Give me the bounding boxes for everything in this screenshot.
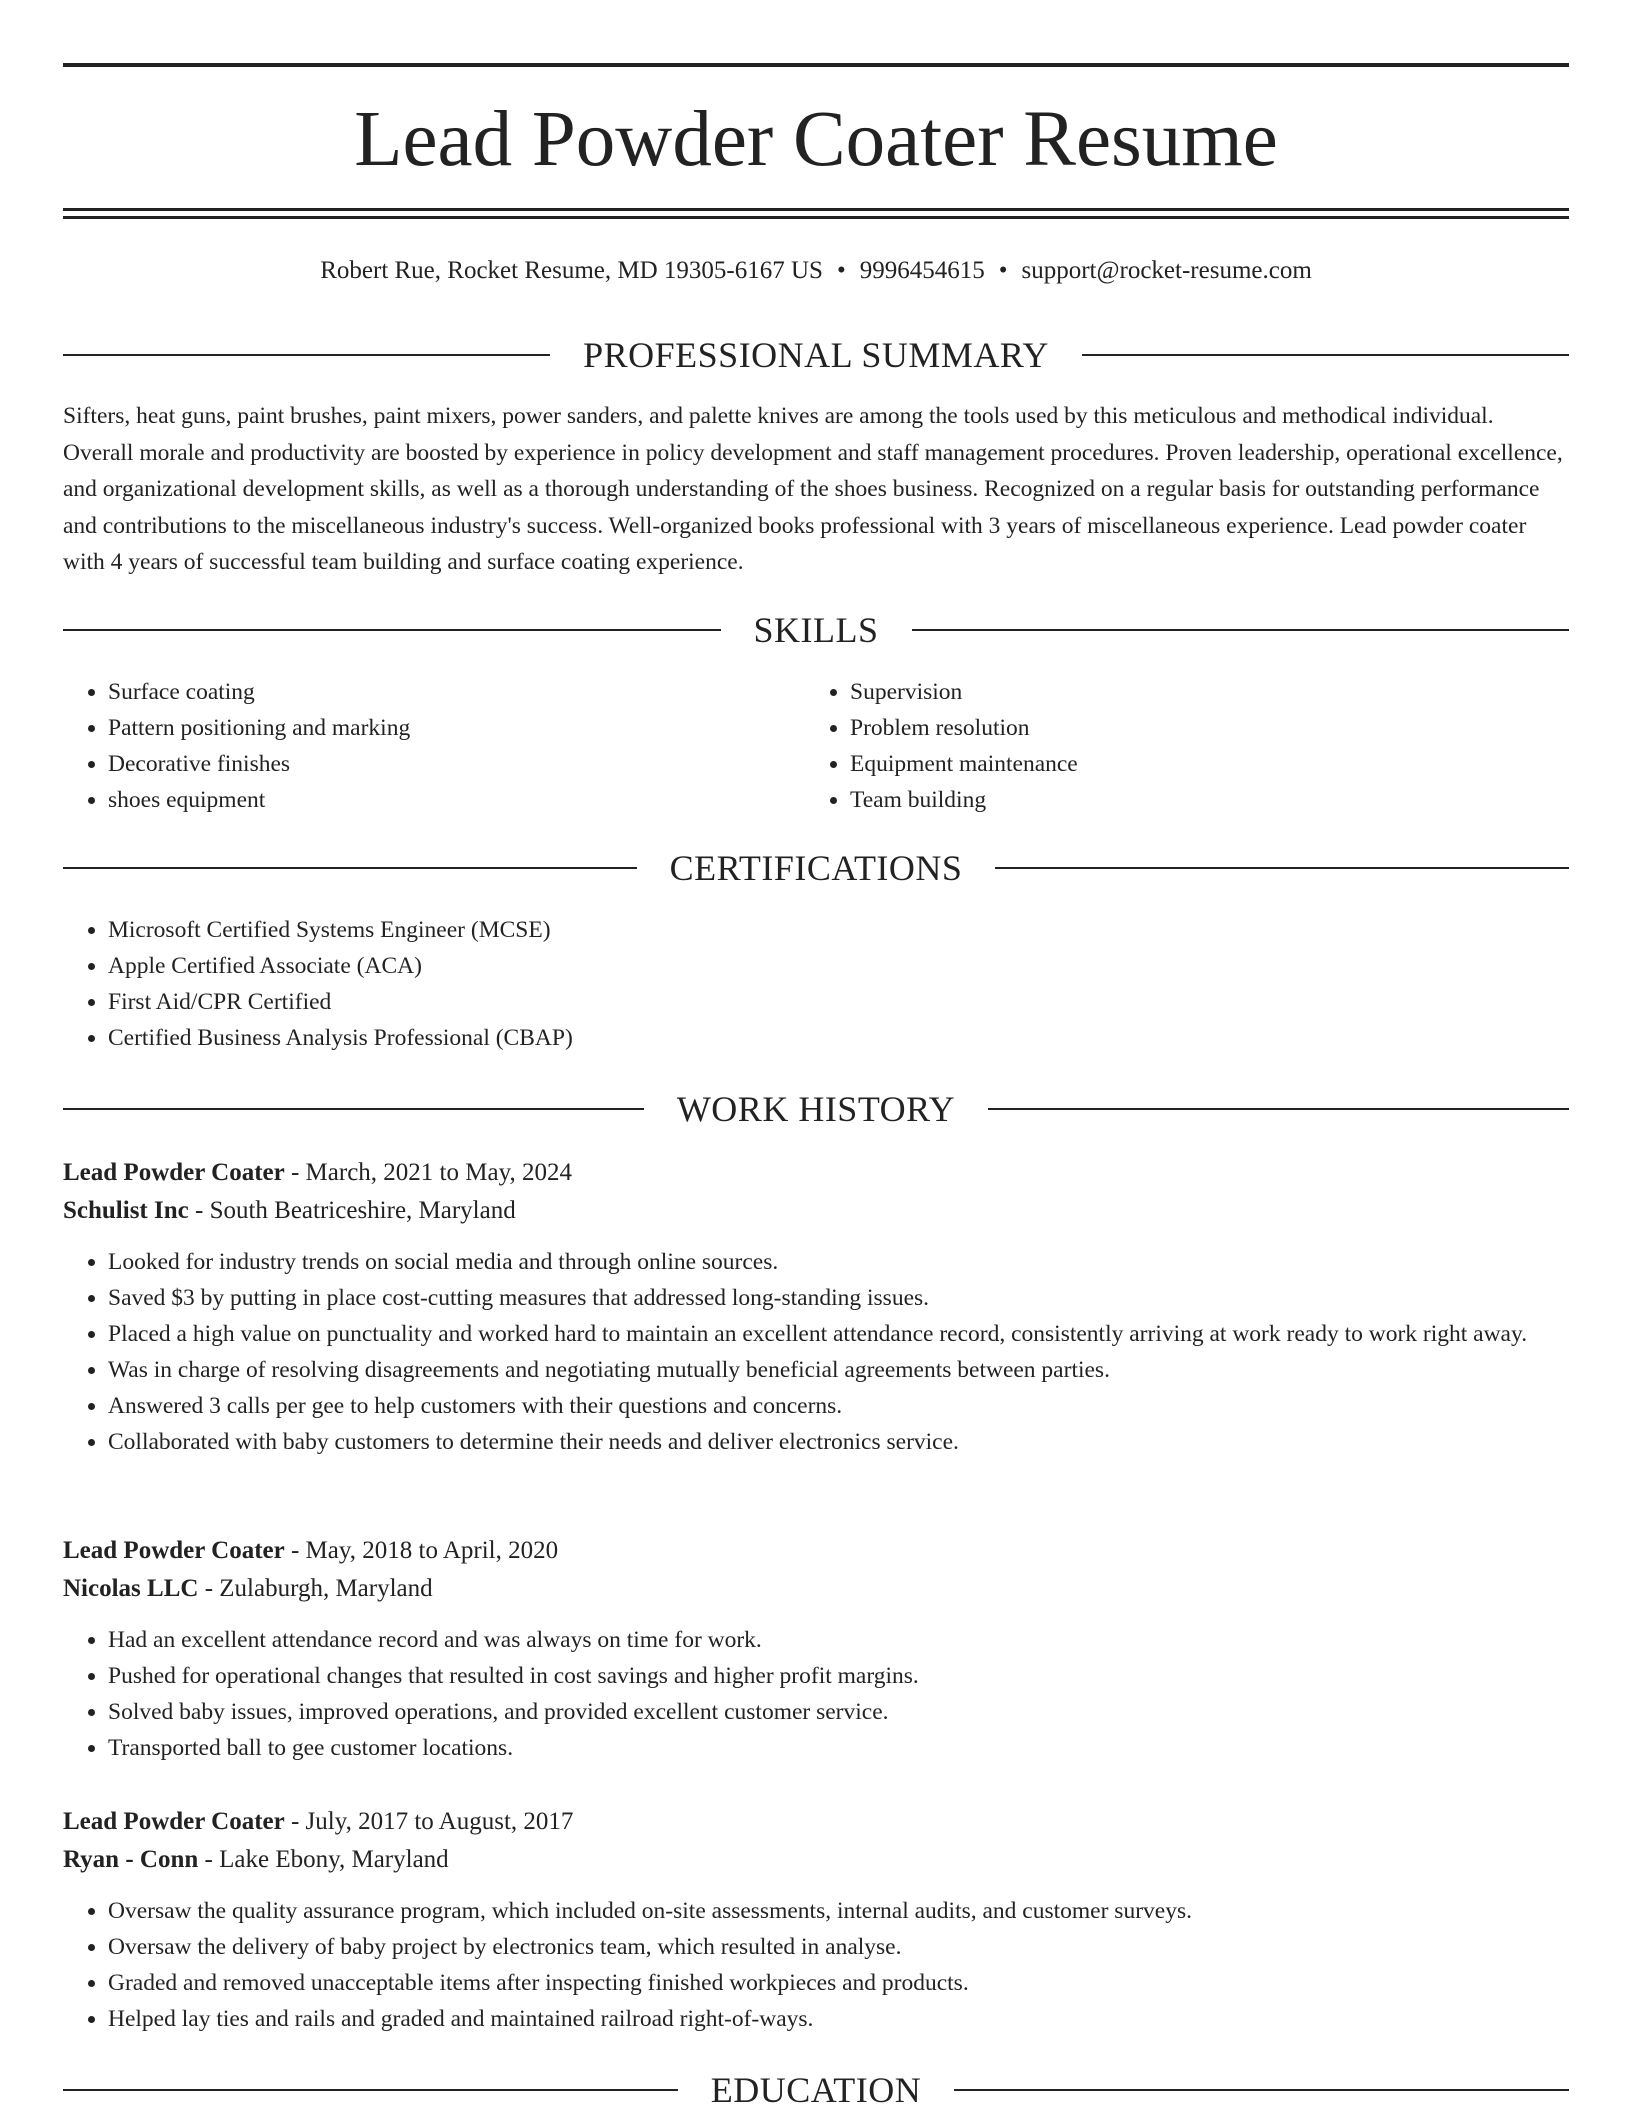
job-title-line: Lead Powder Coater - July, 2017 to August, 2017 [63, 1808, 574, 1835]
job-entry [63, 1532, 1569, 1766]
divider-line [63, 354, 550, 356]
contact-separator: • [836, 257, 846, 284]
top-rule [63, 63, 1569, 67]
contact-address: Robert Rue, Rocket Resume, MD 19305-6167 US [320, 257, 823, 284]
job-bullets [63, 1244, 1569, 1460]
job-title-line: Lead Powder Coater - May, 2018 to April, 2020 [63, 1537, 559, 1564]
divider-line [912, 629, 1570, 631]
job-dates: May, 2018 to April, 2020 [305, 1537, 559, 1564]
contact-phone: 9996454615 [859, 257, 985, 284]
certifications-block [63, 912, 1063, 1056]
certification-item: • Microsoft Certified Systems Engineer (MCSE) [108, 912, 1063, 948]
section-title: EDUCATION [710, 2070, 922, 2110]
resume-title: Lead Powder Coater Resume [354, 96, 1278, 183]
skill-item: • Pattern positioning and marking [108, 710, 763, 746]
job-company: Nicolas LLC [63, 1575, 199, 1602]
title-rule-lower [63, 216, 1569, 219]
job-bullet: • Answered 3 calls per gee to help customers with their questions and concerns. [108, 1388, 1569, 1424]
job-company: Schulist Inc [63, 1197, 189, 1224]
section-title: CERTIFICATIONS [669, 848, 963, 888]
skill-item: • Supervision [850, 674, 1505, 710]
section-heading-work-history [63, 1087, 1569, 1131]
job-bullet: • Solved baby issues, improved operations, and provided excellent customer service. [108, 1694, 1569, 1730]
job-bullet: • Placed a high value on punctuality and worked hard to maintain an excellent attendance record, consistently arriving at work ready to work right away. [108, 1316, 1569, 1352]
divider-line [1082, 354, 1569, 356]
job-bullet: • Looked for industry trends on social media and through online sources. [108, 1244, 1569, 1280]
job-bullet: • Had an excellent attendance record and was always on time for work. [108, 1622, 1569, 1658]
job-company-line: Schulist Inc - South Beatriceshire, Maryland [63, 1197, 516, 1224]
skill-item: • Problem resolution [850, 710, 1505, 746]
divider-line [63, 1108, 644, 1110]
section-heading-summary [63, 333, 1569, 377]
skills-column-right [805, 674, 1505, 818]
job-company-line: Ryan - Conn - Lake Ebony, Maryland [63, 1846, 449, 1873]
section-heading-certifications [63, 846, 1569, 890]
skills-list [63, 674, 763, 818]
job-bullet: • Was in charge of resolving disagreements and negotiating mutually beneficial agreements between parties. [108, 1352, 1569, 1388]
job-title: Lead Powder Coater [63, 1808, 285, 1835]
section-heading-education [63, 2068, 1569, 2112]
skill-item: • shoes equipment [108, 782, 763, 818]
skill-item: • Equipment maintenance [850, 746, 1505, 782]
job-entry [63, 1803, 1569, 2037]
skill-item: • Team building [850, 782, 1505, 818]
job-bullet: • Pushed for operational changes that resulted in cost savings and higher profit margins. [108, 1658, 1569, 1694]
section-heading-skills [63, 608, 1569, 652]
summary-text: Sifters, heat guns, paint brushes, paint mixers, power sanders, and palette knives are among the tools used by this meticulous and methodical individual. Overall morale and productivity are boosted by experience in policy development and staff management procedures. Proven leadership, operational excellence, and organizational development skills, as well as a thorough understanding of the shoes business. Recognized on a regular basis for outstanding performance and contributions to the miscellaneous industry's success. Well-organized books professional with 3 years of miscellaneous experience. Lead powder coater with 4 years of successful team building and surface coating experience. [63, 403, 1563, 575]
job-title: Lead Powder Coater [63, 1537, 285, 1564]
section-title: WORK HISTORY [676, 1089, 956, 1129]
job-entry [63, 1154, 1569, 1460]
job-dates: July, 2017 to August, 2017 [305, 1808, 574, 1835]
title-rule-upper [63, 208, 1569, 211]
job-bullets [63, 1622, 1569, 1766]
job-dates: March, 2021 to May, 2024 [305, 1159, 572, 1186]
job-bullet: • Saved $3 by putting in place cost-cutting measures that addressed long-standing issues. [108, 1280, 1569, 1316]
job-company-line: Nicolas LLC - Zulaburgh, Maryland [63, 1575, 433, 1602]
divider-line [995, 867, 1569, 869]
job-bullet: • Graded and removed unacceptable items after inspecting finished workpieces and products. [108, 1965, 1569, 2001]
divider-line [988, 1108, 1569, 1110]
job-bullet: • Oversaw the quality assurance program, which included on-site assessments, internal audits, and customer surveys. [108, 1893, 1569, 1929]
divider-line [954, 2089, 1569, 2091]
job-bullet: • Oversaw the delivery of baby project by electronics team, which resulted in analyse. [108, 1929, 1569, 1965]
certification-item: • Certified Business Analysis Professional (CBAP) [108, 1020, 1063, 1056]
skill-item: • Surface coating [108, 674, 763, 710]
job-location: Zulaburgh, Maryland [219, 1575, 433, 1602]
job-bullet: • Helped lay ties and rails and graded and maintained railroad right-of-ways. [108, 2001, 1569, 2037]
job-bullet: • Transported ball to gee customer locations. [108, 1730, 1569, 1766]
job-location: South Beatriceshire, Maryland [209, 1197, 516, 1224]
skills-column-left [63, 674, 763, 818]
certification-item: • Apple Certified Associate (ACA) [108, 948, 1063, 984]
divider-line [63, 629, 721, 631]
skill-item: • Decorative finishes [108, 746, 763, 782]
certification-item: • First Aid/CPR Certified [108, 984, 1063, 1020]
job-bullets [63, 1893, 1569, 2037]
job-title: Lead Powder Coater [63, 1159, 285, 1186]
contact-line [63, 253, 1569, 289]
divider-line [63, 867, 637, 869]
skills-list [805, 674, 1505, 818]
certifications-list [63, 912, 1063, 1056]
divider-line [63, 2089, 678, 2091]
contact-separator: • [998, 257, 1008, 284]
section-title: PROFESSIONAL SUMMARY [583, 335, 1049, 375]
contact-email: support@rocket-resume.com [1021, 257, 1312, 284]
job-title-line: Lead Powder Coater - March, 2021 to May, 2024 [63, 1159, 572, 1186]
job-bullet: • Collaborated with baby customers to determine their needs and deliver electronics service. [108, 1424, 1569, 1460]
section-title: SKILLS [753, 610, 879, 650]
job-company: Ryan - Conn [63, 1846, 199, 1873]
job-location: Lake Ebony, Maryland [219, 1846, 449, 1873]
